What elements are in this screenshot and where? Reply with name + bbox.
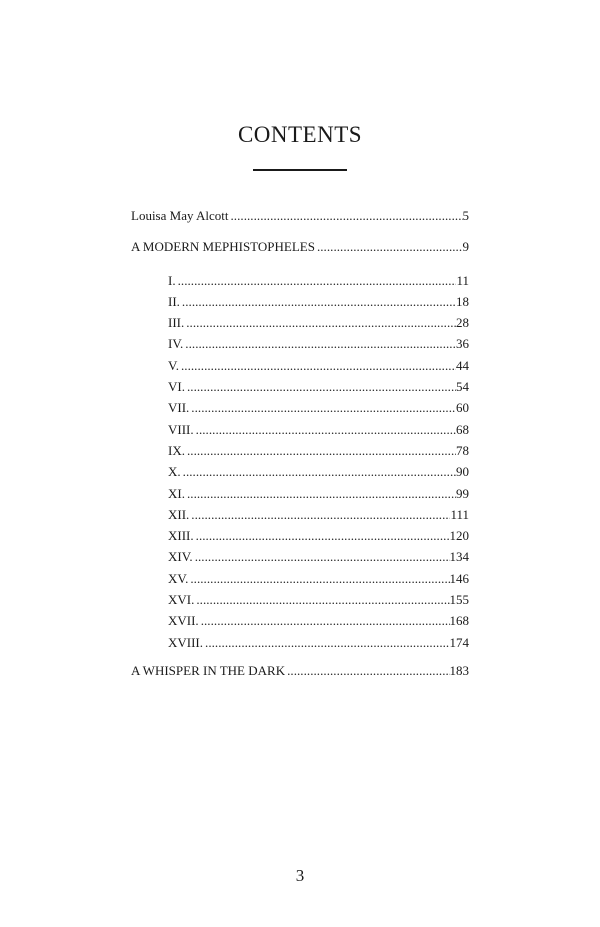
dot-leader	[315, 236, 463, 257]
page-title: CONTENTS	[237, 122, 363, 147]
toc-chapter-entry[interactable]	[168, 546, 469, 567]
dot-leader	[199, 610, 450, 631]
chapter-page: 134	[449, 549, 469, 565]
dot-leader	[189, 504, 450, 525]
chapter-label: VIII.	[168, 421, 194, 437]
toc-chapter-entry[interactable]	[168, 270, 469, 291]
table-of-contents	[131, 205, 469, 681]
chapter-page: 174	[449, 634, 469, 650]
toc-chapter-entry[interactable]	[168, 483, 469, 504]
toc-entry-novel[interactable]	[131, 236, 469, 257]
chapter-label: VI.	[168, 379, 185, 395]
chapter-label: IX.	[168, 442, 185, 458]
chapter-label: XV.	[168, 570, 189, 586]
dot-leader	[194, 525, 450, 546]
chapter-label: X.	[168, 464, 181, 480]
toc-entry-label: A MODERN MEPHISTOPHELES	[131, 239, 315, 255]
dot-leader	[180, 291, 456, 312]
chapter-page: 99	[456, 485, 469, 501]
chapter-page: 11	[456, 272, 469, 288]
chapter-page: 54	[456, 379, 469, 395]
chapter-page: 120	[449, 528, 469, 544]
title-underline-rule	[253, 169, 347, 171]
chapter-page: 146	[449, 570, 469, 586]
dot-leader	[188, 568, 449, 589]
toc-chapter-entry[interactable]	[168, 589, 469, 610]
chapter-page: 68	[456, 421, 469, 437]
chapter-page: 78	[456, 442, 469, 458]
toc-chapter-entry[interactable]	[168, 440, 469, 461]
dot-leader	[181, 461, 456, 482]
chapter-label: II.	[168, 293, 180, 309]
chapter-page: 155	[449, 592, 469, 608]
chapter-list	[131, 270, 469, 653]
toc-chapter-entry[interactable]	[168, 312, 469, 333]
dot-leader	[184, 312, 456, 333]
toc-entry-story[interactable]	[131, 660, 469, 681]
toc-chapter-entry[interactable]	[168, 397, 469, 418]
chapter-page: 28	[456, 315, 469, 331]
dot-leader	[185, 483, 456, 504]
chapter-label: III.	[168, 315, 185, 331]
dot-leader	[285, 660, 449, 681]
chapter-label: XIV.	[168, 549, 193, 565]
toc-entry-introduction[interactable]	[131, 205, 469, 226]
toc-chapter-entry[interactable]	[168, 376, 469, 397]
chapter-label: XVIII.	[168, 634, 204, 650]
dot-leader	[179, 355, 456, 376]
toc-entry-page: 183	[449, 662, 469, 678]
toc-entry-label: A WHISPER IN THE DARK	[131, 662, 286, 678]
chapter-page: 111	[450, 506, 469, 522]
toc-chapter-entry[interactable]	[168, 291, 469, 312]
toc-chapter-entry[interactable]	[168, 610, 469, 631]
toc-chapter-entry[interactable]	[168, 632, 469, 653]
chapter-page: 18	[456, 293, 469, 309]
chapter-label: I.	[168, 272, 176, 288]
chapter-label: XIII.	[168, 528, 194, 544]
chapter-label: XVI.	[168, 592, 195, 608]
chapter-label: XVII.	[168, 613, 199, 629]
dot-leader	[194, 419, 456, 440]
chapter-label: XI.	[168, 485, 185, 501]
toc-chapter-entry[interactable]	[168, 355, 469, 376]
dot-leader	[185, 440, 456, 461]
toc-chapter-entry[interactable]	[168, 568, 469, 589]
toc-chapter-entry[interactable]	[168, 504, 469, 525]
toc-chapter-entry[interactable]	[168, 333, 469, 354]
dot-leader	[229, 205, 463, 226]
dot-leader	[176, 270, 457, 291]
chapter-page: 90	[456, 464, 469, 480]
toc-entry-page: 5	[462, 208, 469, 223]
toc-entry-label: Louisa May Alcott	[131, 208, 229, 223]
chapter-page: 60	[456, 400, 469, 416]
toc-chapter-entry[interactable]	[168, 461, 469, 482]
chapter-label: VII.	[168, 400, 190, 416]
toc-chapter-entry[interactable]	[168, 419, 469, 440]
dot-leader	[189, 397, 456, 418]
chapter-page: 36	[456, 336, 469, 352]
page-number: 3	[295, 866, 305, 885]
chapter-label: IV.	[168, 336, 184, 352]
toc-entry-page: 9	[462, 239, 469, 255]
chapter-label: XII.	[168, 506, 190, 522]
dot-leader	[185, 376, 456, 397]
dot-leader	[193, 546, 450, 567]
dot-leader	[203, 632, 449, 653]
chapter-page: 168	[449, 613, 469, 629]
dot-leader	[183, 333, 456, 354]
chapter-label: V.	[168, 357, 179, 373]
chapter-page: 44	[456, 357, 469, 373]
dot-leader	[194, 589, 449, 610]
toc-chapter-entry[interactable]	[168, 525, 469, 546]
